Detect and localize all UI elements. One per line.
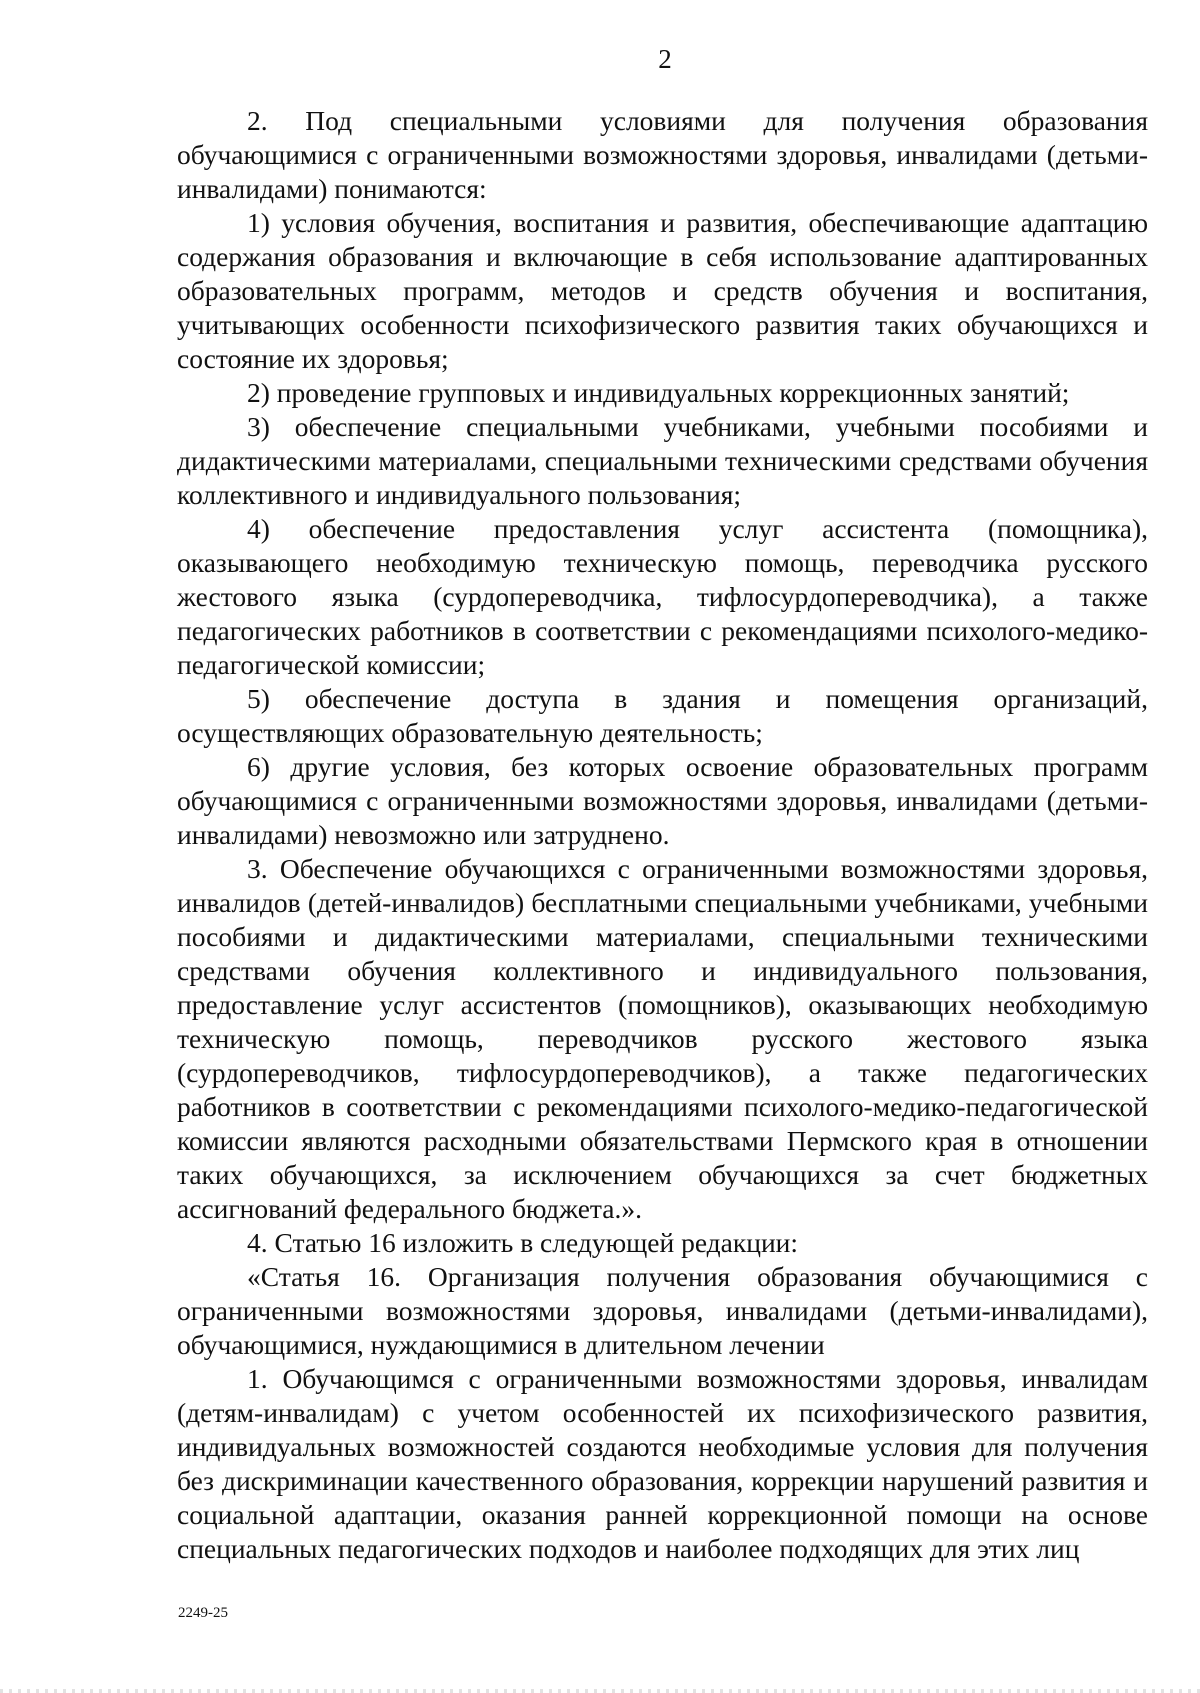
page-number: 2 [658,44,672,74]
paragraph-item-4: 4) обеспечение предоставления услуг ассистента (помощника), оказывающего необходимую техническую помощь, переводчика русского жестового языка (сурдопереводчика, тифлосурдопереводчика), а также педагогических работников в соответствии с рекомендациями психолого-медико-педагогической комиссии; [177,513,1148,680]
paragraph-2-definition: 2. Под специальными условиями для получения образования обучающимися с ограниченными возможностями здоровья, инвалидами (детьми-инвалидами) понимаются: [177,105,1148,204]
article-16-heading: «Статья 16. Организация получения образования обучающимися с ограниченными возможностями здоровья, инвалидами (детьми-инвалидами), обучающимися, нуждающимися в длительном лечении [177,1261,1148,1360]
document-code: 2249-25 [178,1605,228,1621]
scan-edge-artifact [0,1689,1200,1693]
paragraph-item-1: 1) условия обучения, воспитания и развития, обеспечивающие адаптацию содержания образования и включающие в себя использование адаптированных образовательных программ, методов и средств обучения и воспитания, учитывающих особенности психофизического развития таких обучающихся и состояние их здоровья; [177,207,1148,374]
paragraph-item-5: 5) обеспечение доступа в здания и помещения организаций, осуществляющих образовательную деятельность; [177,683,1148,748]
article-16-clause-1: 1. Обучающимся с ограниченными возможностями здоровья, инвалидам (детям-инвалидам) с учетом особенностей их психофизического развития, индивидуальных возможностей создаются необходимые условия для получения без дискриминации качественного образования, коррекции нарушений развития и социальной адаптации, оказания ранней коррекционной помощи на основе специальных педагогических подходов и наиболее подходящих для этих лиц [177,1363,1148,1564]
paragraph-4-amendment: 4. Статью 16 изложить в следующей редакции: [247,1227,799,1258]
paragraph-item-6: 6) другие условия, без которых освоение образовательных программ обучающимися с ограниченными возможностями здоровья, инвалидами (детьми-инвалидами) невозможно или затруднено. [177,751,1148,850]
document-body [177,104,1148,1566]
paragraph-3-provision: 3. Обеспечение обучающихся с ограниченными возможностями здоровья, инвалидов (детей-инвалидов) бесплатными специальными учебниками, учебными пособиями и дидактическими материалами, специальными техническими средствами обучения коллективного и индивидуального пользования, предоставление услуг ассистентов (помощников), оказывающих необходимую техническую помощь, переводчиков русского жестового языка (сурдопереводчиков, тифлосурдопереводчиков), а также педагогических работников в соответствии с рекомендациями психолого-медико-педагогической комиссии являются расходными обязательствами Пермского края в отношении таких обучающихся, за исключением обучающихся за счет бюджетных ассигнований федерального бюджета.». [177,853,1148,1224]
paragraph-item-2: 2) проведение групповых и индивидуальных коррекционных занятий; [247,377,1070,408]
paragraph-item-3: 3) обеспечение специальными учебниками, учебными пособиями и дидактическими материалами, специальными техническими средствами обучения коллективного и индивидуального пользования; [177,411,1148,510]
